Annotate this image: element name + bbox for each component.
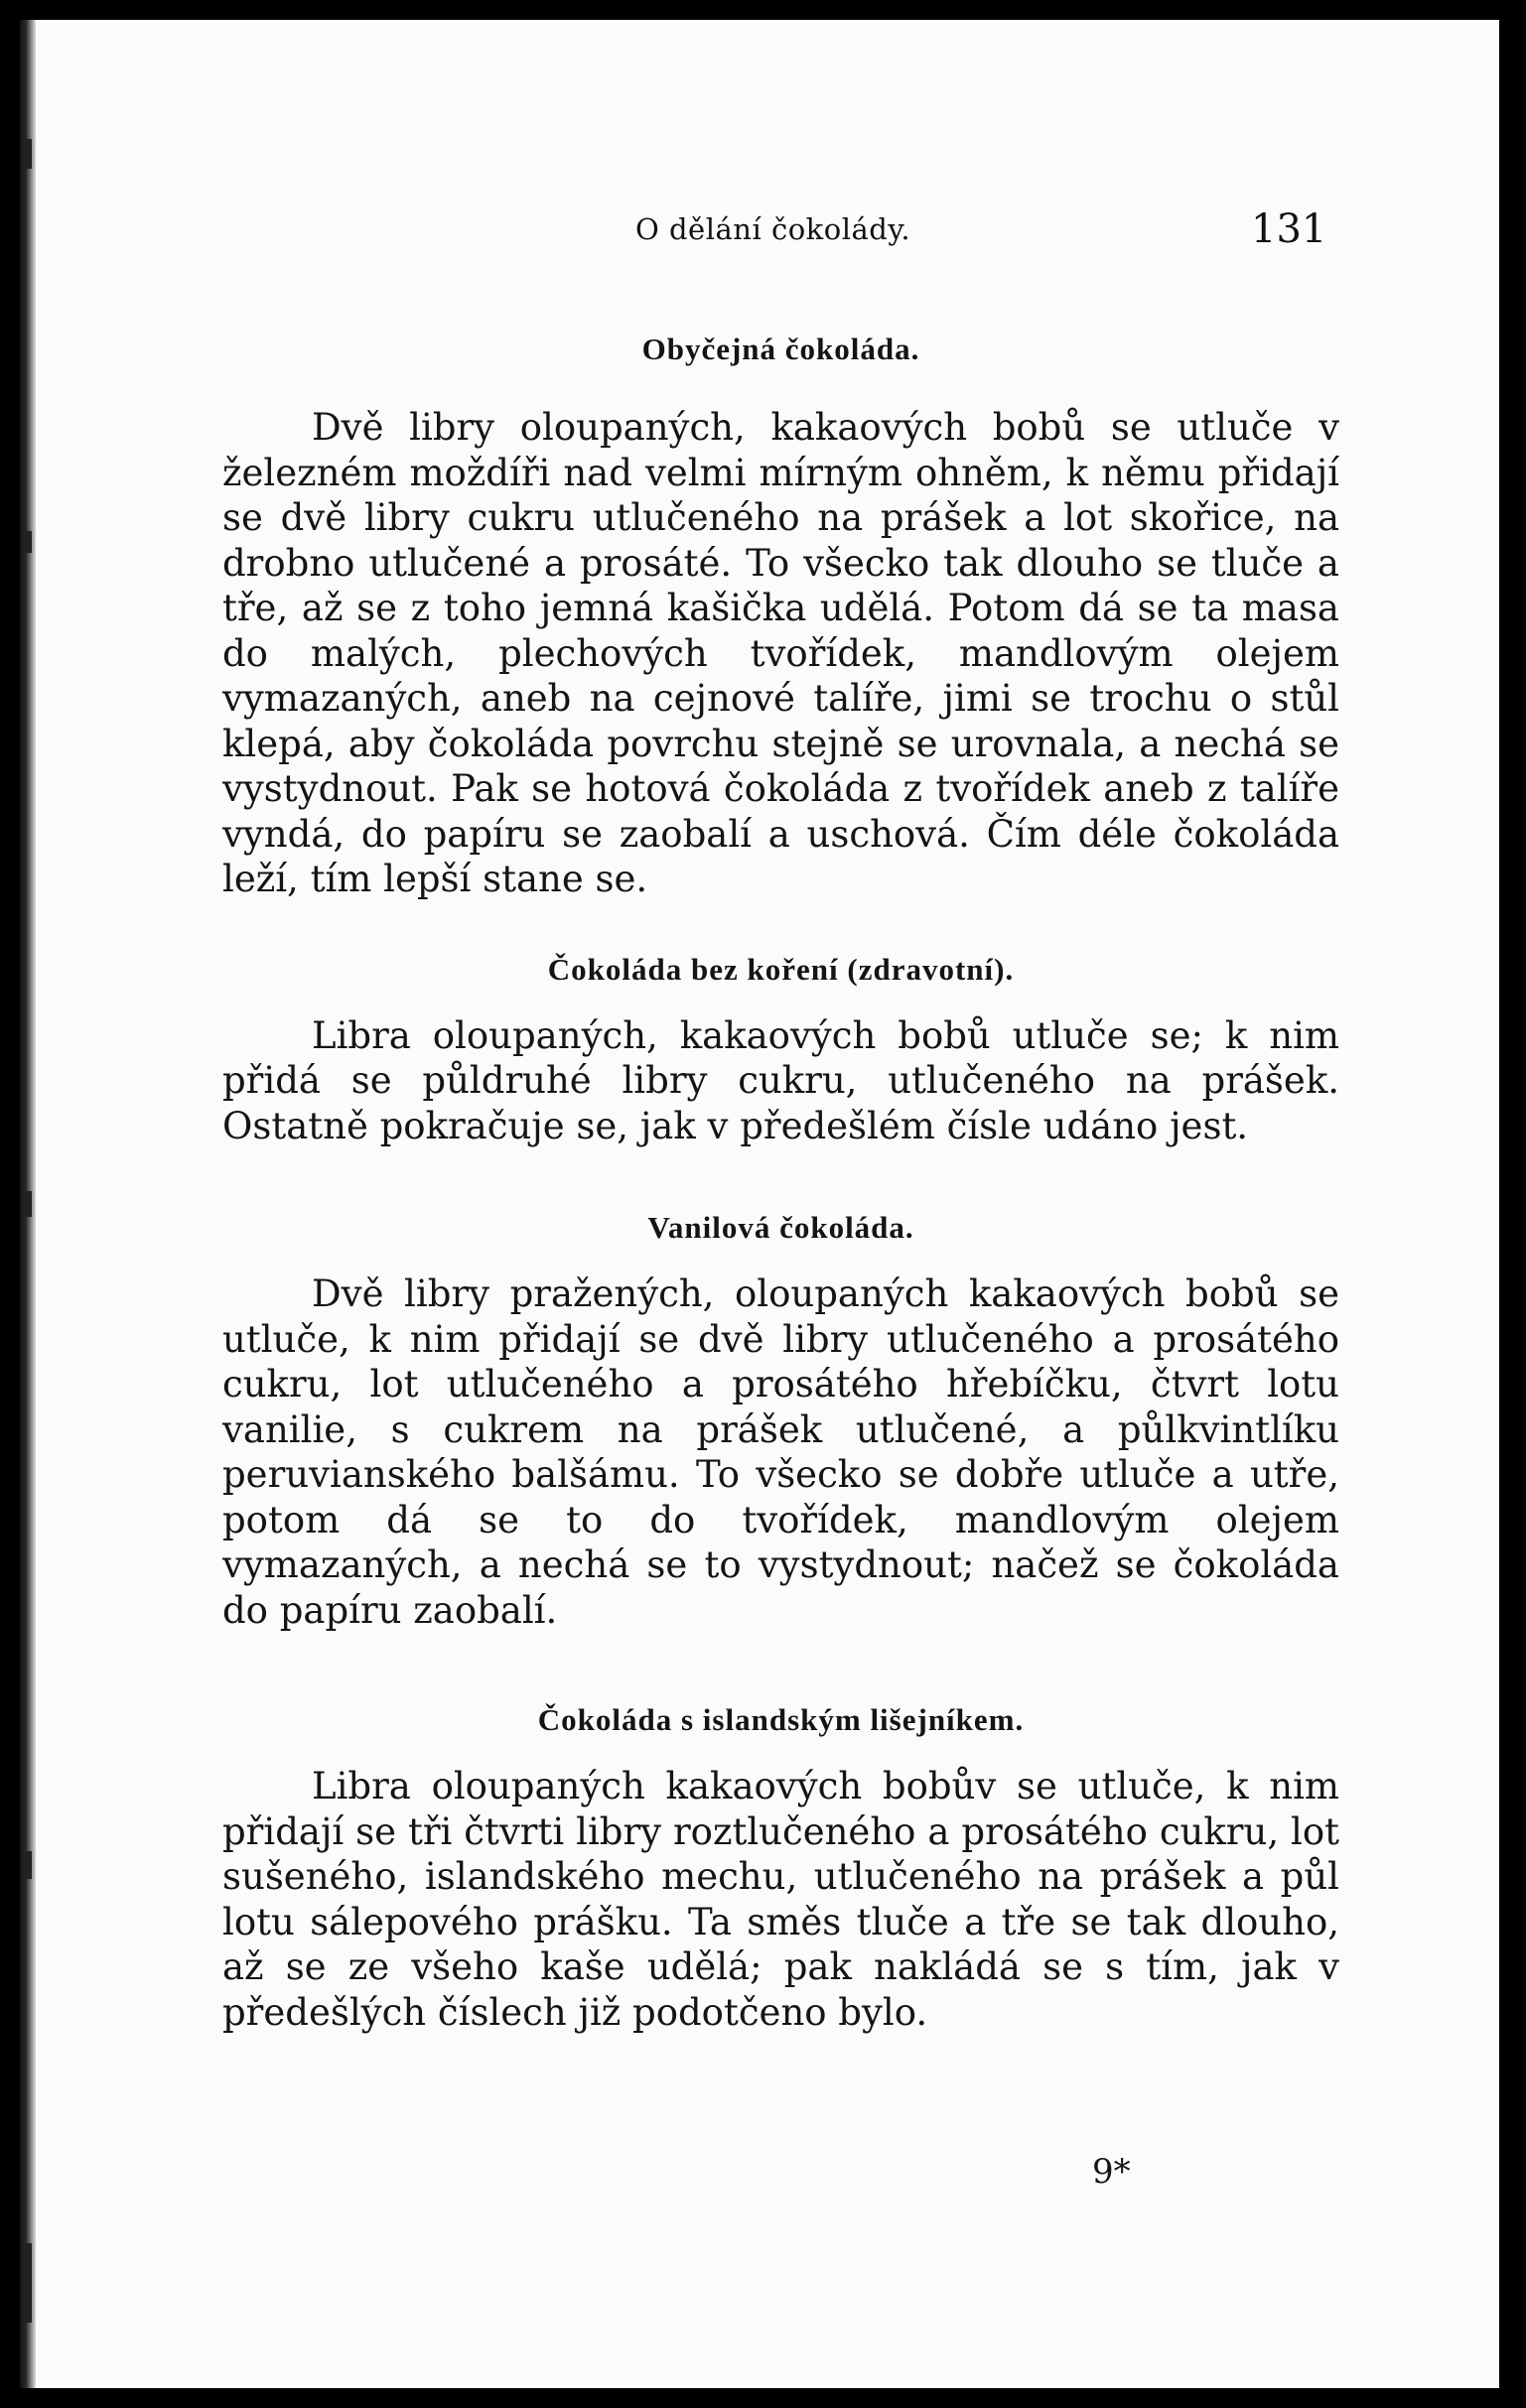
page-body — [222, 308, 1339, 2035]
section-heading: Čokoláda bez koření (zdravotní). — [547, 951, 1015, 987]
edge-mark — [24, 1191, 32, 1217]
edge-mark — [24, 2243, 32, 2323]
book-page — [20, 20, 1499, 2388]
edge-mark — [24, 139, 32, 169]
section-paragraph: Libra oloupaných, kakaových bobů utluče se; k nim přidá se půldruhé libry cukru, utlučeného na prášek. Ostatně pokračuje se, jak v předešlém čísle udáno jest. — [222, 1013, 1339, 1147]
section-heading: Čokoláda s islandským lišejníkem. — [537, 1702, 1025, 1737]
edge-mark — [24, 531, 32, 553]
section-heading: Obyčejná čokoláda. — [641, 332, 920, 366]
printer-signature-mark: 9* — [1092, 2152, 1131, 2192]
page-number: 131 — [1251, 206, 1327, 252]
section-paragraph: Dvě libry pražených, oloupaných kakaových bobů se utluče, k nim přidají se dvě libry utlučeného a prosátého cukru, lot utlučeného a prosátého hřebíčku, čtvrt lotu vanilie, s cukrem na prášek utlučené, a půlkvintlíku peruvianského balšámu. To všecko se dobře utluče a utře, potom dá se to do tvořídek, mandlovým olejem vymazaných, a nechá se to vystydnout; načež se čokoláda do papíru zaobalí. — [222, 1272, 1339, 1632]
section-heading: Vanilová čokoláda. — [647, 1210, 914, 1245]
section-paragraph: Libra oloupaných kakaových bobův se utluče, k nim přidají se tři čtvrti libry roztlučeného a prosátého cukru, lot sušeného, islandského mechu, utlučeného na prášek a půl lotu sálepového prášku. Ta směs tluče a tře se tak dlouho, až se ze všeho kaše udělá; pak nakládá se s tím, jak v předešlých číslech již podotčeno bylo. — [222, 1765, 1339, 2034]
page-header — [20, 206, 1499, 256]
edge-mark — [24, 1851, 32, 1879]
section-paragraph: Dvě libry oloupaných, kakaových bobů se utluče v železném moždíři nad velmi mírným ohněm, k němu přidají se dvě libry cukru utlučeného na prášek a lot skořice, na drobno utlučené a prosáté. To všecko tak dlouho se tluče a tře, až se z toho jemná kašička udělá. Potom dá se ta masa do malých, plechových tvořídek, mandlovým olejem vymazaných, aneb na cejnové talíře, jimi se trochu o stůl klepá, aby čokoláda povrchu stejně se urovnala, a nechá se vystydnout. Pak se hotová čokoláda z tvořídek aneb z talíře vyndá, do papíru se zaobalí a uschová. Čím déle čokoláda leží, tím lepší stane se. — [222, 406, 1339, 900]
running-title: O dělání čokolády. — [635, 212, 911, 246]
